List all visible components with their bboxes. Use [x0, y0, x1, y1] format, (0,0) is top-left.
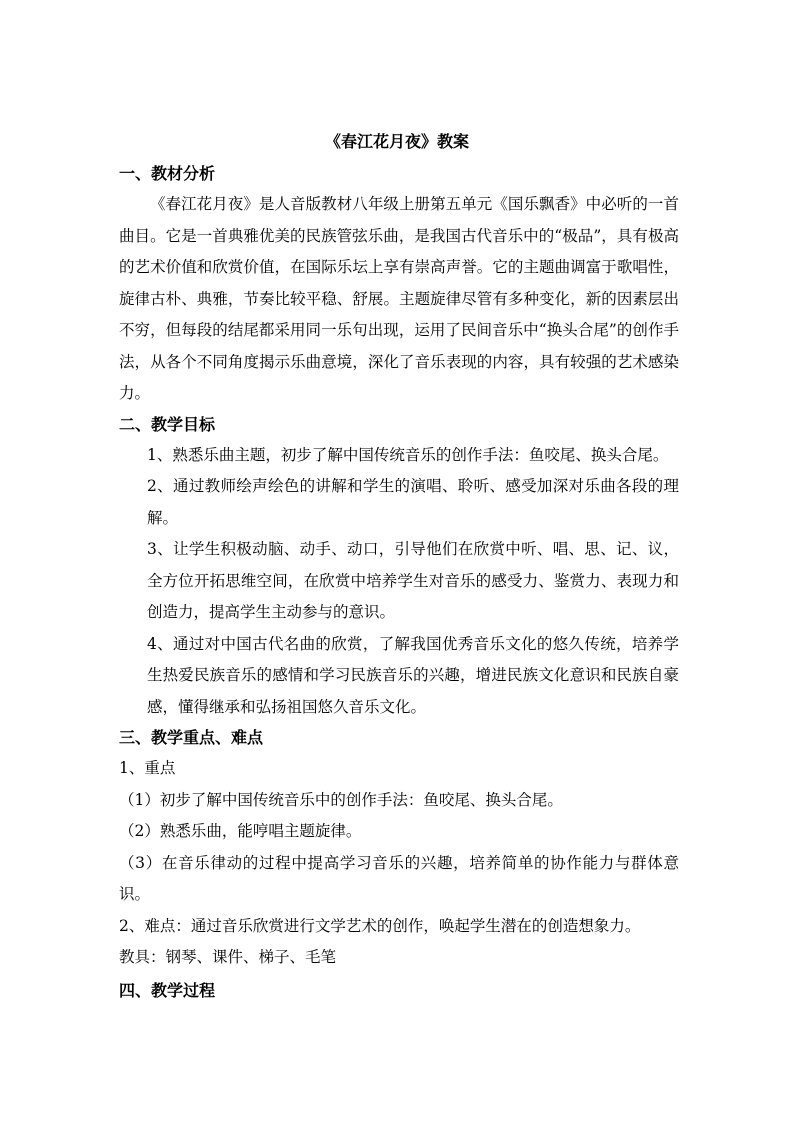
section-heading-textbook-analysis: 一、教材分析: [119, 164, 216, 183]
difficulty-line: 2、难点：通过音乐欣赏进行文学艺术的创作，唤起学生潜在的创造想象力。: [119, 916, 641, 935]
document-title: 《春江花月夜》教案: [324, 132, 469, 151]
teaching-goal-item: 1、熟悉乐曲主题，初步了解中国传统音乐的创作手法：鱼咬尾、换头合尾。: [147, 445, 669, 464]
key-points-label: 1、重点: [119, 759, 176, 777]
key-point-item: （1）初步了解中国传统音乐中的创作手法：鱼咬尾、换头合尾。: [119, 790, 563, 809]
teaching-goal-item: 2、通过教师绘声绘色的讲解和学生的演唱、聆听、感受加深对乐曲各段的理解。: [147, 477, 679, 527]
teaching-goal-item: 3、让学生积极动脑、动手、动口，引导他们在欣赏中听、唱、思、记、议，全方位开拓思维空间，在欣赏中培养学生对音乐的感受力、鉴赏力、表现力和创造力，提高学生主动参与的意识。: [147, 540, 679, 621]
teaching-goal-item: 4、通过对中国古代名曲的欣赏，了解我国优秀音乐文化的悠久传统，培养学生热爱民族音乐的感情和学习民族音乐的兴趣，增进民族文化意识和民族自豪感，懂得继承和弘扬祖国悠久音乐文化。: [147, 634, 679, 716]
teaching-tools-line: 教具：钢琴、课件、梯子、毛笔: [119, 948, 337, 966]
section-heading-teaching-process: 四、教学过程: [119, 980, 216, 1000]
document-body: [119, 159, 679, 1006]
textbook-analysis-paragraph: 《春江花月夜》是人音版教材八年级上册第五单元《国乐飘香》中必听的一首曲目。它是一首典雅优美的民族管弦乐曲，是我国古代音乐中的“极品”，具有极高的艺术价值和欣赏价值，在国际乐坛上享有崇高声誉。它的主题曲调富于歌唱性，旋律古朴、典雅，节奏比较平稳、舒展。主题旋律尽管有多种变化，新的因素层出不穷，但每段的结尾都采用同一乐句出现，运用了民间音乐中“换头合尾”的创作手法，从各个不同角度揭示乐曲意境，深化了音乐表现的内容，具有较强的艺术感染力。: [119, 195, 679, 402]
key-point-item: （2）熟悉乐曲，能哼唱主题旋律。: [119, 822, 362, 840]
key-point-item: （3）在音乐律动的过程中提高学习音乐的兴趣，培养简单的协作能力与群体意识。: [119, 853, 679, 903]
section-heading-teaching-goals: 二、教学目标: [119, 414, 216, 434]
section-heading-key-points: 三、教学重点、难点: [119, 728, 264, 747]
